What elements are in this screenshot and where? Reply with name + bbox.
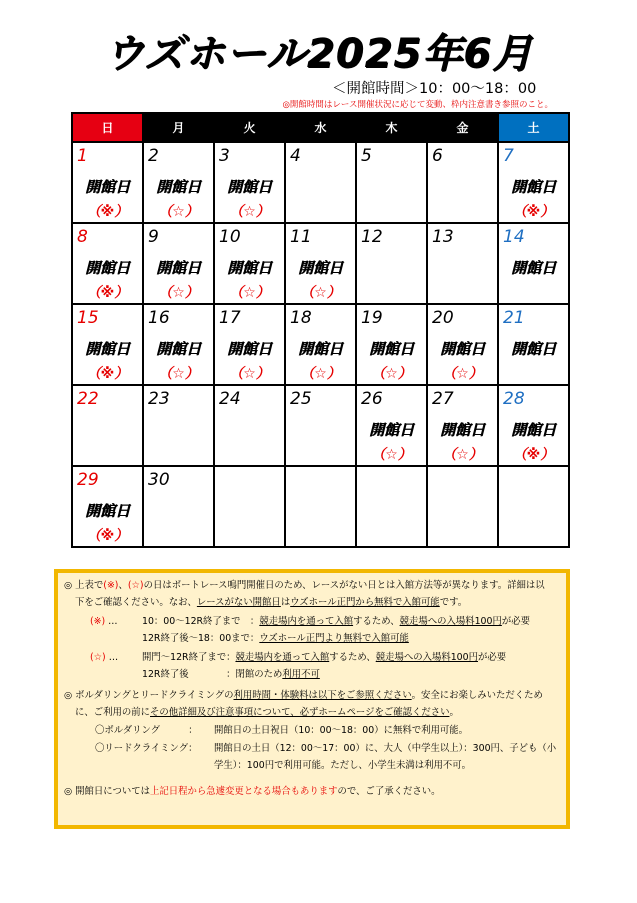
day-number: 21 (503, 308, 525, 328)
weekday-fri: 金 (427, 113, 498, 142)
day-number: 30 (148, 470, 170, 490)
day-cell-17 (214, 304, 285, 385)
day-cell-1 (72, 142, 143, 223)
info-text: ◎ ボルダリングとリードクライミングの (64, 690, 234, 701)
open-day-label: 開館日 (84, 502, 130, 520)
day-number: 27 (432, 389, 454, 409)
day-cell-5 (356, 142, 427, 223)
info-line (64, 784, 440, 801)
race-mark-kome: （※） (512, 447, 555, 463)
day-number: 28 (503, 389, 525, 409)
info-text: に、ご利用の前に (75, 707, 151, 718)
info-line (75, 705, 459, 722)
day-cell-10 (214, 223, 285, 304)
race-mark-kome: （※） (86, 285, 129, 301)
race-mark-kome: （※） (86, 366, 129, 382)
race-mark-star: （☆） (158, 204, 199, 220)
day-cell-19 (356, 304, 427, 385)
day-number: 25 (290, 389, 312, 409)
week-row (72, 142, 569, 223)
weekday-thu: 木 (356, 113, 427, 142)
info-text: ◎ 開館日については (64, 786, 150, 797)
day-number: 13 (432, 227, 454, 247)
bouldering-label: 〇ボルダリング ： (95, 725, 198, 736)
info-text: 利用時間・体験料は以下をご参照ください (233, 690, 412, 701)
day-cell-8 (72, 223, 143, 304)
day-cell-24 (214, 385, 285, 466)
open-day-label: 開館日 (368, 421, 414, 439)
day-cell-empty (356, 466, 427, 547)
day-number: 2 (148, 146, 159, 166)
day-cell-28 (498, 385, 569, 466)
info-text: 競走場への入場料100円 (375, 652, 478, 663)
race-mark-star: （☆） (442, 447, 483, 463)
info-text: 上記日程から急遽変更となる場合もあります (149, 786, 338, 797)
info-text: ウズホール正門から無料で入館可能 (290, 597, 440, 608)
day-cell-26 (356, 385, 427, 466)
day-cell-13 (427, 223, 498, 304)
open-day-label: 開館日 (368, 340, 414, 358)
race-mark-kome: （※） (512, 204, 555, 220)
day-cell-18 (285, 304, 356, 385)
info-text: ウズホール正門より無料で入館可能 (259, 633, 409, 644)
day-cell-14 (498, 223, 569, 304)
weekday-mon: 月 (143, 113, 214, 142)
day-number: 7 (503, 146, 514, 166)
open-day-label: 開館日 (226, 259, 272, 277)
day-number: 1 (77, 146, 88, 166)
info-text: 。安全にお楽しみいただくため (411, 690, 543, 701)
open-day-label: 開館日 (439, 421, 485, 439)
info-line (214, 758, 471, 775)
info-text: 下をご確認ください。なお、 (75, 597, 197, 608)
week-row (72, 223, 569, 304)
open-day-label: 開館日 (155, 340, 201, 358)
open-day-label: 開館日 (84, 340, 130, 358)
info-text: は (280, 597, 291, 608)
race-mark-star: （☆） (300, 366, 341, 382)
day-cell-29 (72, 466, 143, 547)
day-number: 18 (290, 308, 312, 328)
info-text: 開門～12R終了まで： (142, 652, 236, 663)
day-cell-4 (285, 142, 356, 223)
race-mark-star: （☆） (229, 366, 270, 382)
info-line (64, 688, 543, 705)
day-number: 16 (148, 308, 170, 328)
day-cell-15 (72, 304, 143, 385)
info-text: するため、 (329, 652, 376, 663)
day-number: 20 (432, 308, 454, 328)
info-text: が必要 (478, 652, 507, 663)
info-text: 競走場への入場料100円 (399, 616, 502, 627)
weekday-sun: 日 (72, 113, 143, 142)
day-cell-empty (427, 466, 498, 547)
weekday-sat: 土 (498, 113, 569, 142)
star-mark: (☆) (90, 652, 106, 663)
day-cell-9 (143, 223, 214, 304)
info-line (90, 650, 118, 667)
day-cell-22 (72, 385, 143, 466)
race-mark-star: （☆） (442, 366, 483, 382)
weekday-wed: 水 (285, 113, 356, 142)
info-text: 12R終了後～18：00まで： (142, 633, 260, 644)
race-mark-star: （☆） (300, 285, 341, 301)
race-mark-kome: （※） (86, 528, 129, 544)
bouldering-text: 開館日の土日祝日（10：00～18：00）に無料で利用可能。 (214, 725, 468, 736)
info-text: … (108, 616, 118, 627)
info-text: です。 (439, 597, 468, 608)
day-number: 8 (77, 227, 88, 247)
lead-climbing-label: 〇リードクライミング： (95, 743, 198, 754)
day-number: 14 (503, 227, 525, 247)
calendar-table (71, 112, 570, 548)
info-text: 12R終了後 ：閉館のため (142, 669, 283, 680)
open-day-label: 開館日 (439, 340, 485, 358)
day-number: 11 (290, 227, 312, 247)
open-day-label: 開館日 (297, 259, 343, 277)
weekday-tue: 火 (214, 113, 285, 142)
day-cell-25 (285, 385, 356, 466)
info-text: 競走場内を通って入館 (259, 616, 354, 627)
info-text: レースがない開館日 (196, 597, 281, 608)
day-cell-20 (427, 304, 498, 385)
race-mark-star: （☆） (158, 285, 199, 301)
day-number: 5 (361, 146, 372, 166)
info-text: … (108, 652, 119, 663)
day-cell-11 (285, 223, 356, 304)
day-number: 10 (219, 227, 241, 247)
race-mark-star: （☆） (229, 204, 270, 220)
info-line (95, 723, 198, 740)
day-cell-27 (427, 385, 498, 466)
info-text: するため、 (353, 616, 400, 627)
day-cell-12 (356, 223, 427, 304)
info-line (75, 595, 467, 612)
day-cell-7 (498, 142, 569, 223)
day-cell-2 (143, 142, 214, 223)
info-line (95, 741, 197, 758)
day-cell-21 (498, 304, 569, 385)
open-day-label: 開館日 (226, 340, 272, 358)
star-mark: (☆) (127, 580, 144, 591)
day-cell-3 (214, 142, 285, 223)
kome-mark: (※) (103, 580, 119, 591)
open-day-label: 開館日 (84, 259, 130, 277)
race-mark-star: （☆） (371, 447, 412, 463)
info-line (214, 723, 468, 740)
day-number: 22 (77, 389, 99, 409)
weekday-header-row (72, 113, 569, 142)
info-text: ので、ご了承ください。 (337, 786, 441, 797)
open-day-label: 開館日 (155, 259, 201, 277)
info-line (142, 650, 506, 667)
page-title: ウズホール2025年6月 (103, 31, 534, 77)
info-line (64, 578, 545, 595)
info-line (142, 667, 320, 684)
day-number: 23 (148, 389, 170, 409)
info-text: 。 (449, 707, 459, 718)
open-day-label: 開館日 (510, 340, 556, 358)
race-mark-star: （☆） (371, 366, 412, 382)
info-line (214, 741, 556, 758)
day-number: 17 (219, 308, 241, 328)
day-number: 12 (361, 227, 383, 247)
hours-note: ◎開館時間はレース開催状況に応じて変動、枠内注意書き参照のこと。 (282, 100, 553, 110)
open-day-label: 開館日 (155, 178, 201, 196)
day-number: 26 (361, 389, 383, 409)
day-number: 15 (77, 308, 99, 328)
info-text: 利用不可 (282, 669, 320, 680)
info-text: 競走場内を通って入館 (235, 652, 330, 663)
day-cell-16 (143, 304, 214, 385)
day-number: 3 (219, 146, 230, 166)
day-number: 6 (432, 146, 443, 166)
day-cell-empty (214, 466, 285, 547)
info-box (54, 569, 570, 829)
race-mark-star: （☆） (158, 366, 199, 382)
info-text: 、 (118, 580, 128, 591)
day-number: 24 (219, 389, 241, 409)
info-line (142, 631, 409, 648)
day-number: 29 (77, 470, 99, 490)
info-text: の日はボートレース鳴門開催日のため、レースがない日とは入館方法等が異なります。詳細は以 (143, 580, 545, 591)
race-mark-kome: （※） (86, 204, 129, 220)
info-text: ◎ 上表で (64, 580, 104, 591)
open-day-label: 開館日 (84, 178, 130, 196)
info-line (142, 614, 530, 631)
info-line (90, 614, 118, 631)
race-mark-star: （☆） (229, 285, 270, 301)
day-number: 4 (290, 146, 301, 166)
lead-climbing-text: 学生）：100円で利用可能。ただし、小学生未満は利用不可。 (214, 760, 471, 771)
open-day-label: 開館日 (226, 178, 272, 196)
open-day-label: 開館日 (510, 259, 556, 277)
info-text: が必要 (501, 616, 530, 627)
lead-climbing-text: 開館日の土日（12：00～17：00）に、大人（中学生以上）：300円、子ども（小 (214, 743, 557, 754)
week-row (72, 466, 569, 547)
day-cell-30 (143, 466, 214, 547)
week-row (72, 304, 569, 385)
day-number: 19 (361, 308, 383, 328)
info-text: 10：00～12R終了まで ： (142, 616, 260, 627)
day-cell-6 (427, 142, 498, 223)
day-cell-empty (285, 466, 356, 547)
day-cell-23 (143, 385, 214, 466)
info-text: その他詳細及び注意事項について、必ずホームページをご確認ください (150, 707, 450, 718)
open-day-label: 開館日 (510, 178, 556, 196)
open-day-label: 開館日 (297, 340, 343, 358)
day-cell-empty (498, 466, 569, 547)
opening-hours: ＜開館時間＞10：00～18：00 (332, 81, 537, 97)
day-number: 9 (148, 227, 159, 247)
kome-mark: (※) (90, 616, 106, 627)
week-row (72, 385, 569, 466)
open-day-label: 開館日 (510, 421, 556, 439)
